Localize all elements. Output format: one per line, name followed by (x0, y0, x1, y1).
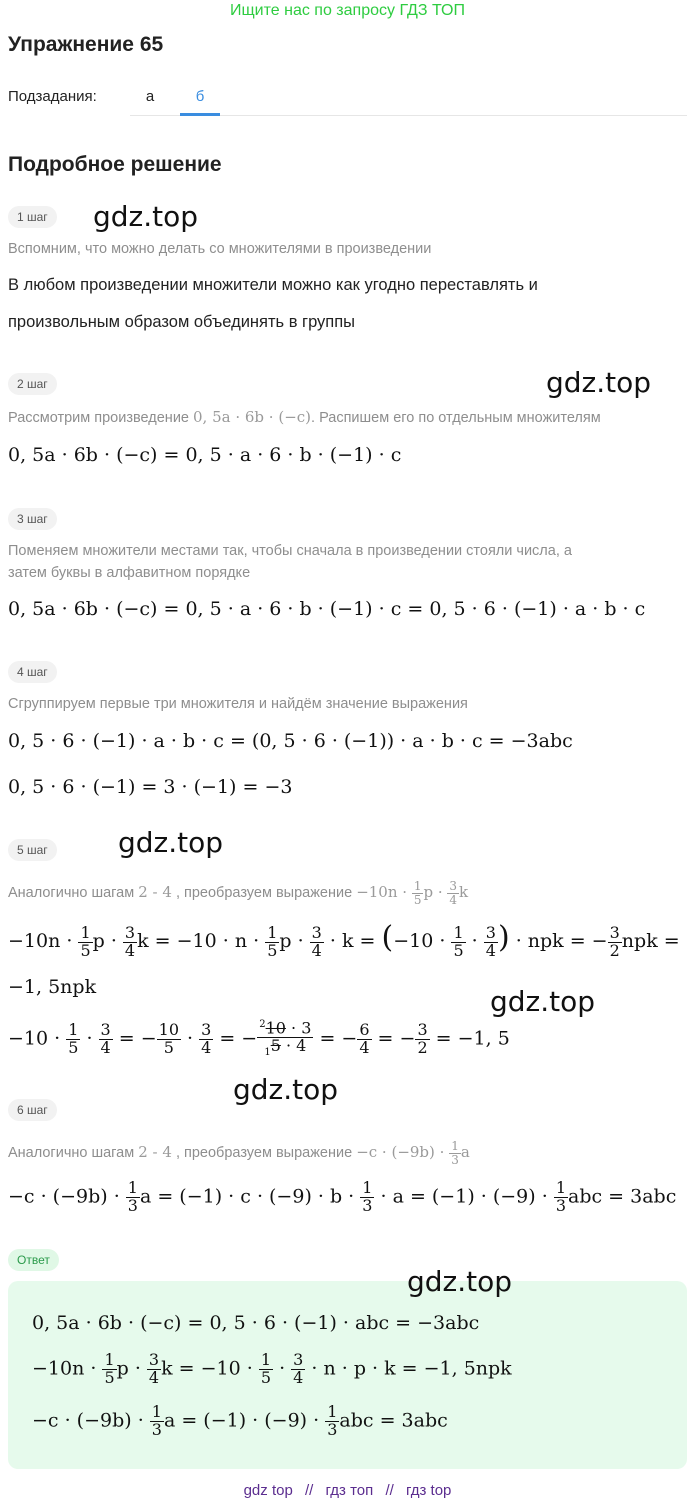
watermark: gdz.top (118, 826, 224, 859)
active-tab-indicator (180, 113, 220, 116)
step-6-lead: Аналогично шагам 2 - 4 , преобразуем выражение −c · (−9b) · $\frac{1}{3}$ a (8, 1139, 470, 1167)
step-1-lead: Вспомним, что можно делать со множителями в произведении (8, 241, 432, 257)
step-6-badge: 6 шаг (8, 1099, 57, 1121)
footer-link-gdz-top-ru[interactable]: гдз топ (325, 1482, 374, 1499)
watermark: gdz.top (546, 366, 652, 399)
step-5-equation-1: −10n · $\frac{1}{5}$ p · $\frac{3}{4}$ k = −10 · n · $\frac{1}{5}$ p · $\frac{3}{4}$ · k = (−10 · $\frac{1}{5}$ · $\frac{3}{4}$ ) · npk = − $\frac{3}{2}$ npk = (8, 920, 680, 960)
step-3-badge: 3 шаг (8, 508, 57, 530)
step-4-equation-2: 0, 5 · 6 · (−1) = 3 · (−1) = −3 (8, 776, 293, 798)
footer-link-gdz-top[interactable]: gdz top (243, 1482, 293, 1499)
step-2-equation: 0, 5a · 6b · (−c) = 0, 5 · a · 6 · b · (−1) · c (8, 444, 402, 466)
watermark: gdz.top (93, 200, 199, 233)
footer-separator: // (304, 1482, 314, 1499)
step-1-badge: 1 шаг (8, 206, 57, 228)
step-3-lead-line-1: Поменяем множители местами так, чтобы сначала в произведении стояли числа, а (8, 543, 572, 559)
step-5-equation-3: −10 · $\frac{1}{5}$ · $\frac{3}{4}$ = − $\frac{10}{5}$ · $\frac{3}{4}$ = − $\frac{^210 \cdot 3}{_15 \cdot 4}$ = − $\frac{6}{4}$ = − $\frac{3}{2}$ = −1, 5 (8, 1018, 510, 1059)
section-title: Подробное решение (8, 153, 222, 176)
footer-links (0, 1482, 695, 1499)
step-4-equation-1: 0, 5 · 6 · (−1) · a · b · c = (0, 5 · 6 · (−1)) · a · b · c = −3abc (8, 730, 573, 752)
step-4-badge: 4 шаг (8, 661, 57, 683)
tab-subtask-b[interactable]: б (195, 88, 205, 105)
page-title: Упражнение 65 (8, 33, 164, 56)
step-2-lead: Рассмотрим произведение 0, 5a · 6b · (−c). Распишем его по отдельным множителям (8, 408, 601, 426)
step-1-text-line-1: В любом произведении множители можно как угодно переставлять и (8, 276, 538, 294)
answer-badge: Ответ (8, 1249, 59, 1271)
step-1-text-line-2: произвольным образом объединять в группы (8, 313, 356, 331)
footer-link-gdz-top-mixed[interactable]: гдз top (405, 1482, 452, 1499)
subtasks-label: Подзадания: (8, 88, 97, 105)
footer-separator: // (385, 1482, 394, 1499)
answer-line-1: 0, 5a · 6b · (−c) = 0, 5 · 6 · (−1) · abc = −3abc (32, 1312, 480, 1334)
watermark: gdz.top (490, 985, 596, 1018)
step-5-lead: Аналогично шагам 2 - 4 , преобразуем выражение −10n · $\frac{1}{5}$ p · $\frac{3}{4}$ k (8, 879, 469, 907)
step-3-lead-line-2: затем буквы в алфавитном порядке (8, 565, 251, 581)
step-5-badge: 5 шаг (8, 839, 57, 861)
step-5-equation-2: −1, 5npk (8, 976, 97, 998)
answer-line-3: −c · (−9b) · $\frac{1}{3}$ a = (−1) · (−9) · $\frac{1}{3}$ abc = 3abc (32, 1402, 448, 1439)
answer-line-2: −10n · $\frac{1}{5}$ p · $\frac{3}{4}$ k = −10 · $\frac{1}{5}$ · $\frac{3}{4}$ · n · p · k = −1, 5npk (32, 1350, 512, 1387)
step-4-lead: Сгруппируем первые три множителя и найдём значение выражения (8, 696, 468, 712)
watermark: gdz.top (233, 1073, 339, 1106)
promo-banner: Ищите нас по запросу ГДЗ ТОП (230, 2, 465, 19)
tab-subtask-a[interactable]: а (145, 88, 155, 105)
step-3-equation: 0, 5a · 6b · (−c) = 0, 5 · a · 6 · b · (−1) · c = 0, 5 · 6 · (−1) · a · b · c (8, 598, 646, 620)
step-2-badge: 2 шаг (8, 373, 57, 395)
watermark: gdz.top (407, 1265, 513, 1298)
step-6-equation: −c · (−9b) · $\frac{1}{3}$ a = (−1) · c · (−9) · b · $\frac{1}{3}$ · a = (−1) · (−9) · $\frac{1}{3}$ abc = 3abc (8, 1178, 677, 1215)
